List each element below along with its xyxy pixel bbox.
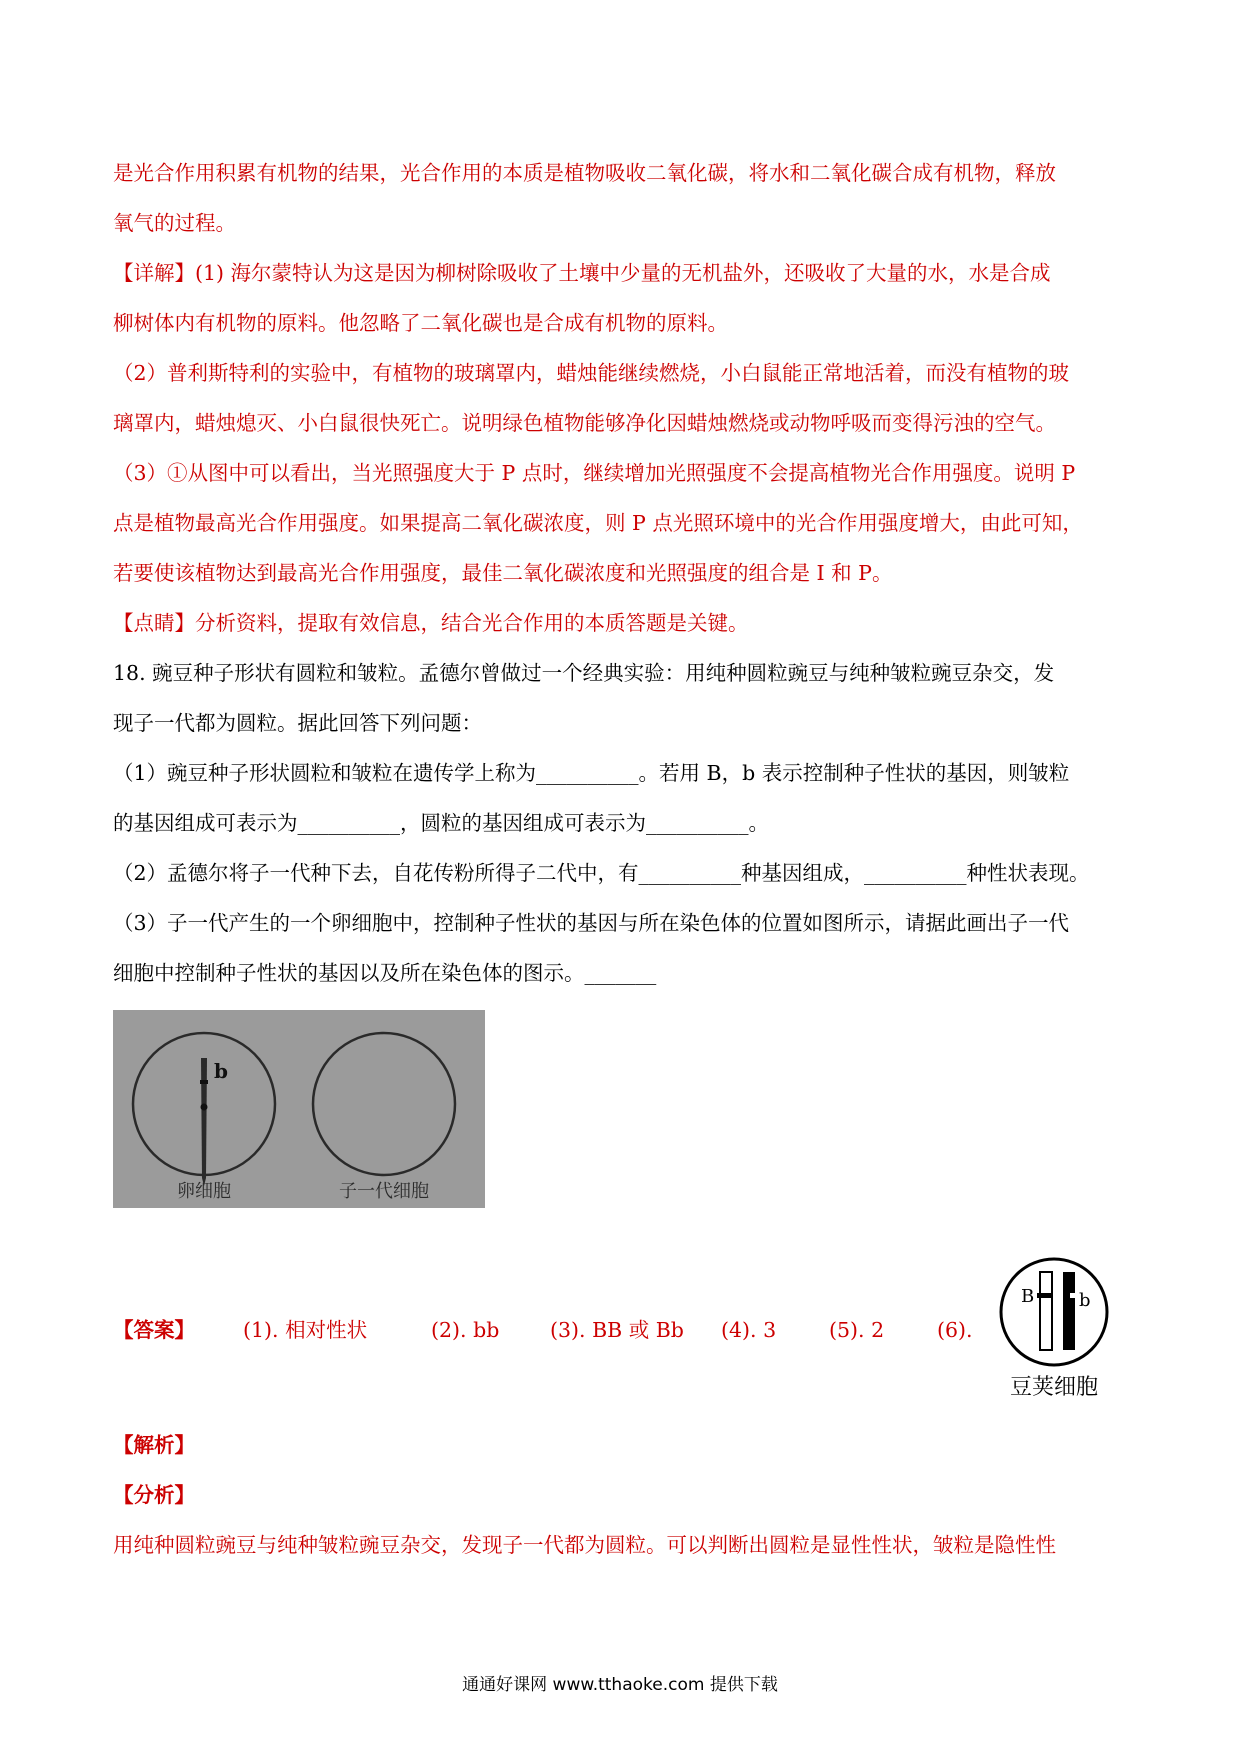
- question-18-part1-line-1: （1）豌豆种子形状圆粒和皱粒在遗传学上称为__________。若用 B，b 表示控制种子性状的基因，则皱粒: [113, 761, 1070, 785]
- answer-item-4: (4). 3: [721, 1318, 777, 1342]
- fenxi-label: 【分析】: [113, 1483, 195, 1507]
- gene-label: b: [214, 1059, 228, 1083]
- question-18-line-2: 现子一代都为圆粒。据此回答下列问题：: [113, 711, 482, 735]
- chromosome-white: [1040, 1272, 1052, 1350]
- para-line-4: 柳树体内有机物的原料。他忽略了二氧化碳也是合成有机物的原料。: [113, 311, 728, 335]
- para-line-8: 点是植物最高光合作用强度。如果提高二氧化碳浓度，则 P 点光照环境中的光合作用强度增大，由此可知，: [113, 511, 1083, 535]
- caption-egg-cell: 卵细胞: [177, 1181, 231, 1202]
- question-18-line-1: 18. 豌豆种子形状有圆粒和皱粒。孟德尔曾做过一个经典实验：用纯种圆粒豌豆与纯种皱粒豌豆杂交，发: [113, 661, 1055, 685]
- question-18-part2: （2）孟德尔将子一代种下去，自花传粉所得子二代中，有__________种基因组成，__________种性状表现。: [113, 861, 1090, 885]
- para-line-9: 若要使该植物达到最高光合作用强度，最佳二氧化碳浓度和光照强度的组合是 I 和 P。: [113, 561, 893, 585]
- centromere: [201, 1104, 208, 1111]
- gene-label-B: B: [1021, 1286, 1035, 1307]
- answer-item-2: (2). bb: [431, 1318, 500, 1342]
- analysis-label: 【解析】: [113, 1433, 195, 1457]
- para-line-3: 【详解】(1) 海尔蒙特认为这是因为柳树除吸收了土壤中少量的无机盐外，还吸收了大量的水，水是合成: [113, 261, 1051, 285]
- question-18-part3-line-1: （3）子一代产生的一个卵细胞中，控制种子性状的基因与所在染色体的位置如图所示，请据此画出子一代: [113, 911, 1070, 935]
- answer-item-1: (1). 相对性状: [243, 1318, 368, 1342]
- answer-figure: [990, 1255, 1140, 1410]
- page-footer: 通通好课网 www.tthaoke.com 提供下载: [462, 1675, 778, 1695]
- answer-cell-diagram: [990, 1255, 1140, 1410]
- answer-item-5: (5). 2: [829, 1318, 885, 1342]
- gene-label-b: b: [1079, 1290, 1091, 1311]
- para-line-6: 璃罩内，蜡烛熄灭、小白鼠很快死亡。说明绿色植物能够净化因蜡烛燃烧或动物呼吸而变得污浊的空气。: [113, 411, 1056, 435]
- question-18-part1-line-2: 的基因组成可表示为__________，圆粒的基因组成可表示为__________。: [113, 811, 769, 835]
- answer-figure-caption: 豆荚细胞: [1009, 1375, 1099, 1400]
- gene-marker: [200, 1080, 208, 1084]
- para-line-7: （3）①从图中可以看出，当光照强度大于 P 点时，继续增加光照强度不会提高植物光合作用强度。说明 P: [113, 461, 1076, 485]
- para-line-1: 是光合作用积累有机物的结果，光合作用的本质是植物吸收二氧化碳，将水和二氧化碳合成有机物，释放: [113, 161, 1056, 185]
- gene-marker-B: [1037, 1293, 1051, 1298]
- caption-offspring-cell: 子一代细胞: [339, 1181, 429, 1202]
- analysis-text: 用纯种圆粒豌豆与纯种皱粒豌豆杂交，发现子一代都为圆粒。可以判断出圆粒是显性性状，皱粒是隐性性: [113, 1533, 1056, 1557]
- offspring-cell-circle: [313, 1033, 455, 1175]
- answer-label: 【答案】: [113, 1318, 195, 1342]
- answer-item-3: (3). BB 或 Bb: [550, 1318, 684, 1342]
- question-figure: [113, 1010, 485, 1208]
- chromosome-black: [1063, 1272, 1075, 1350]
- cell-diagram: [113, 1010, 485, 1208]
- answer-cell-circle: [1001, 1259, 1107, 1365]
- para-line-10: 【点睛】分析资料，提取有效信息，结合光合作用的本质答题是关键。: [113, 611, 749, 635]
- chromosome: [201, 1058, 207, 1186]
- question-18-part3-line-2: 细胞中控制种子性状的基因以及所在染色体的图示。_______: [113, 961, 657, 985]
- para-line-5: （2）普利斯特利的实验中，有植物的玻璃罩内，蜡烛能继续燃烧，小白鼠能正常地活着，而没有植物的玻: [113, 361, 1070, 385]
- para-line-2: 氧气的过程。: [113, 211, 236, 235]
- answer-item-6: (6).: [937, 1318, 973, 1342]
- gene-marker-b: [1070, 1293, 1077, 1298]
